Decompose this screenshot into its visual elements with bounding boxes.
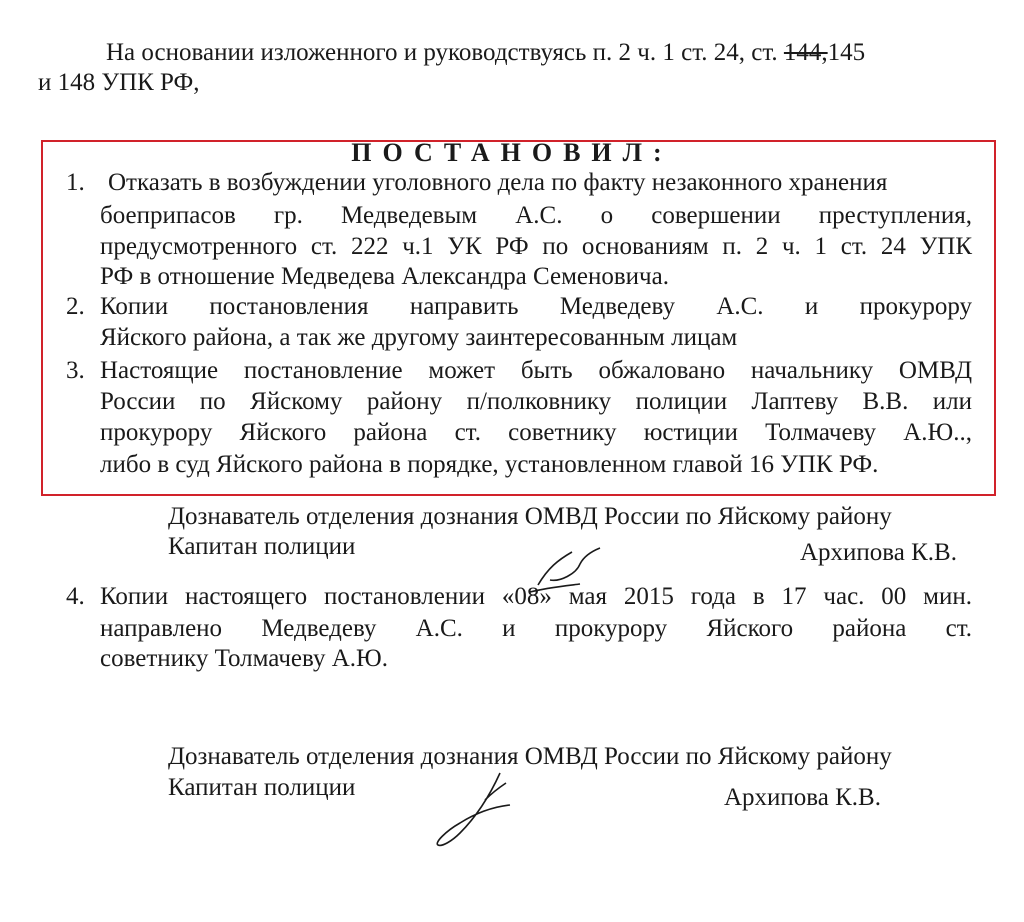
signature-1-position: Дознаватель отделения дознания ОМВД России по Яйскому району: [168, 503, 892, 530]
item-2-line-2: Яйского района, а так же другому заинтересованным лицам: [100, 324, 738, 351]
item-1-line-3: предусмотренного ст. 222 ч.1 УК РФ по основаниям п. 2 ч. 1 ст. 24 УПК: [100, 233, 972, 260]
item-3-line-1: Настоящие постановление может быть обжаловано начальнику ОМВД: [100, 357, 972, 384]
signature-2-name: Архипова К.В.: [724, 784, 881, 811]
resolution-heading: ПОСТАНОВИЛ:: [351, 138, 673, 167]
item-3-line-4: либо в суд Яйского района в порядке, установленном главой 16 УПК РФ.: [100, 451, 879, 478]
signature-2-position: Дознаватель отделения дознания ОМВД России по Яйскому району: [168, 743, 892, 770]
item-1-line-2: боеприпасов гр. Медведевым А.С. о совершении преступления,: [100, 202, 972, 229]
intro-line-2: и 148 УПК РФ,: [38, 69, 200, 96]
item-3-number: 3.: [66, 357, 85, 384]
intro-text: На основании изложенного и руководствуясь п. 2 ч. 1 ст. 24, ст.: [106, 39, 778, 66]
item-4-line-3: советнику Толмачеву А.Ю.: [100, 645, 388, 672]
intro-line-1: [106, 38, 865, 68]
item-4-line-2: направлено Медведеву А.С. и прокурору Яйского района ст.: [100, 615, 972, 642]
item-2-number: 2.: [66, 293, 85, 320]
item-2-line-1: Копии постановления направить Медведеву А.С. и прокурору: [100, 293, 972, 320]
signature-2-rank: Капитан полиции: [168, 774, 356, 801]
item-4-number: 4.: [66, 583, 85, 610]
item-1-line-4: РФ в отношение Медведева Александра Семеновича.: [100, 263, 669, 290]
signature-1-name: Архипова К.В.: [800, 539, 957, 566]
signature-1-rank: Капитан полиции: [168, 533, 356, 560]
item-1-number: 1.: [66, 169, 85, 196]
intro-article: 145: [827, 39, 866, 66]
item-4-line-1: Копии настоящего постановлении «08» мая 2015 года в 17 час. 00 мин.: [100, 583, 972, 610]
signature-2-mark: [430, 765, 540, 855]
item-3-line-2: России по Яйскому району п/полковнику полиции Лаптеву В.В. или: [100, 388, 972, 415]
struck-article: 144,: [783, 39, 828, 66]
item-1-line-1: Отказать в возбуждении уголовного дела по факту незаконного хранения: [108, 169, 888, 196]
item-3-line-3: прокурору Яйского района ст. советнику юстиции Толмачеву А.Ю..,: [100, 419, 972, 446]
